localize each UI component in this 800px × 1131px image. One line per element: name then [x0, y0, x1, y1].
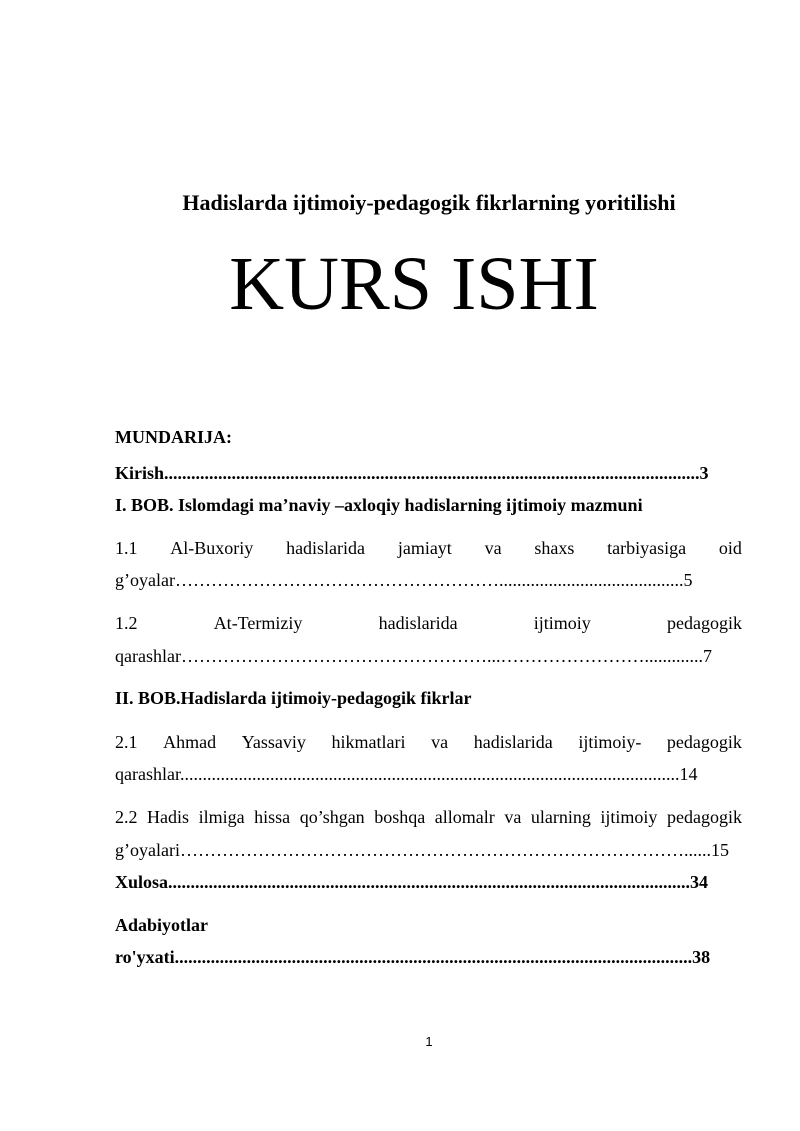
toc-word: ijtimoiy — [600, 807, 658, 827]
toc-word: ilmiga — [198, 807, 245, 827]
toc-word: Yassaviy — [241, 732, 306, 752]
toc-word: hadislarida — [286, 538, 366, 558]
toc-word: hissa — [254, 807, 291, 827]
toc-word: pedagogik — [666, 613, 742, 633]
toc-word: allomalr — [434, 807, 495, 827]
toc-word: oid — [718, 538, 742, 558]
toc-entry-adabiyotlar-continuation: ro'yxati...................................................................................................................38 — [115, 947, 711, 967]
toc-word: Ahmad — [163, 732, 217, 752]
toc-word: 1.2 — [115, 613, 138, 633]
toc-entry-adabiyotlar: Adabiyotlar — [115, 915, 209, 935]
toc-word: boshqa — [374, 807, 426, 827]
toc-word: ularning — [530, 807, 591, 827]
toc-word: hikmatlari — [331, 732, 406, 752]
toc-word: pedagogik — [666, 732, 742, 752]
toc-word: jamiayt — [397, 538, 452, 558]
toc-word: va — [484, 538, 502, 558]
toc-word: 2.1 — [115, 732, 138, 752]
toc-entry-2-2-continuation: g’oyalari…………………………………………………………………………......15 — [115, 840, 729, 860]
toc-heading: MUNDARIJA: — [115, 427, 232, 447]
toc-entry-2-2 — [115, 806, 742, 828]
toc-word: ijtimoiy- — [578, 732, 642, 752]
toc-word: Al-Buxoriy — [170, 538, 254, 558]
toc-chapter-1: I. BOB. Islomdagi ma’naviy –axloqiy hadislarning ijtimoiy mazmuni — [115, 495, 643, 515]
toc-word: ijtimoiy — [533, 613, 591, 633]
toc-word: At-Termiziy — [213, 613, 303, 633]
toc-entry-1-2 — [115, 612, 742, 634]
toc-word: va — [431, 732, 449, 752]
toc-entry-1-1-continuation: g’oyalar……………………………………………….........................................5 — [115, 570, 693, 590]
toc-word: 1.1 — [115, 538, 138, 558]
toc-word: va — [504, 807, 522, 827]
toc-word: tarbiyasiga — [607, 538, 687, 558]
toc-entry-1-1 — [115, 537, 742, 559]
toc-entry-2-1-continuation: qarashlar...............................................................................................................14 — [115, 764, 698, 784]
page-number: 1 — [425, 1034, 433, 1049]
toc-word: hadislarida — [473, 732, 553, 752]
toc-chapter-2: II. BOB.Hadislarda ijtimoiy-pedagogik fikrlar — [115, 688, 472, 708]
toc-word: hadislarida — [378, 613, 458, 633]
toc-word: pedagogik — [666, 807, 742, 827]
toc-word: Hadis — [147, 807, 190, 827]
toc-word: 2.2 — [115, 807, 138, 827]
toc-entry-kirish: Kirish.......................................................................................................................3 — [115, 463, 709, 483]
toc-entry-2-1 — [115, 731, 742, 753]
toc-entry-xulosa: Xulosa....................................................................................................................34 — [115, 872, 709, 892]
toc-entry-1-2-continuation: qarashlar……………………………………………...…………………….............7 — [115, 646, 712, 666]
toc-word: shaxs — [534, 538, 575, 558]
course-work-title: KURS ISHI — [229, 242, 599, 326]
toc-word: qo’shgan — [299, 807, 365, 827]
course-work-subtitle: Hadislarda ijtimoiy-pedagogik fikrlarning yoritilishi — [182, 190, 676, 215]
